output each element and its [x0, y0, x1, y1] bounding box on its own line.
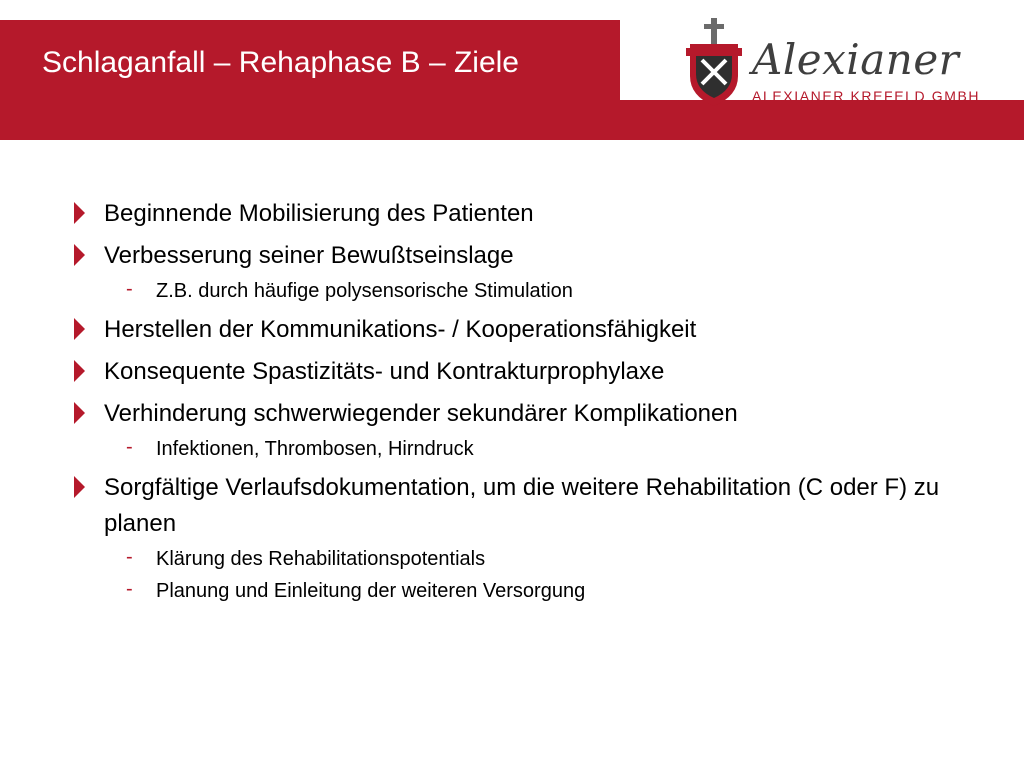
alexianer-crest-icon — [686, 18, 742, 106]
bullet-text: Beginnende Mobilisierung des Patienten — [104, 200, 534, 227]
sub-bullet-item — [68, 434, 968, 464]
logo-subtitle: ALEXIANER KREFELD GMBH — [752, 88, 981, 104]
bullet-text: Konsequente Spastizitäts- und Kontrakturprophylaxe — [104, 358, 665, 385]
sub-bullet-item — [68, 544, 968, 574]
bullet-item — [68, 470, 968, 542]
bullet-item — [68, 196, 968, 232]
sub-bullet-text: Planung und Einleitung der weiteren Versorgung — [156, 580, 586, 602]
bullet-item — [68, 354, 968, 390]
bullet-text: Verhinderung schwerwiegender sekundärer Komplikationen — [104, 400, 738, 427]
triangle-bullet-icon — [74, 318, 85, 340]
dash-bullet-icon: - — [126, 436, 133, 458]
bullet-list — [68, 196, 968, 606]
triangle-bullet-icon — [74, 402, 85, 424]
sub-bullet-text: Infektionen, Thrombosen, Hirndruck — [156, 438, 474, 460]
bullet-item — [68, 238, 968, 274]
slide-title: Schlaganfall – Rehaphase B – Ziele — [42, 46, 519, 79]
triangle-bullet-icon — [74, 202, 85, 224]
logo-wordmark: Alexianer — [752, 35, 960, 84]
triangle-bullet-icon — [74, 476, 85, 498]
dash-bullet-icon: - — [126, 546, 133, 568]
sub-bullet-text: Klärung des Rehabilitationspotentials — [156, 548, 486, 570]
bullet-item — [68, 396, 968, 432]
dash-bullet-icon: - — [126, 278, 133, 300]
bullet-text: Sorgfältige Verlaufsdokumentation, um die weitere Rehabilitation (C oder F) zu planen — [104, 474, 940, 537]
bullet-item — [68, 312, 968, 348]
bullet-text: Verbesserung seiner Bewußtseinslage — [104, 242, 514, 269]
triangle-bullet-icon — [74, 244, 85, 266]
triangle-bullet-icon — [74, 360, 85, 382]
sub-bullet-item — [68, 576, 968, 606]
bullet-text: Herstellen der Kommunikations- / Kooperationsfähigkeit — [104, 316, 697, 343]
dash-bullet-icon: - — [126, 578, 133, 600]
sub-bullet-text: Z.B. durch häufige polysensorische Stimulation — [156, 280, 573, 302]
sub-bullet-item — [68, 276, 968, 306]
